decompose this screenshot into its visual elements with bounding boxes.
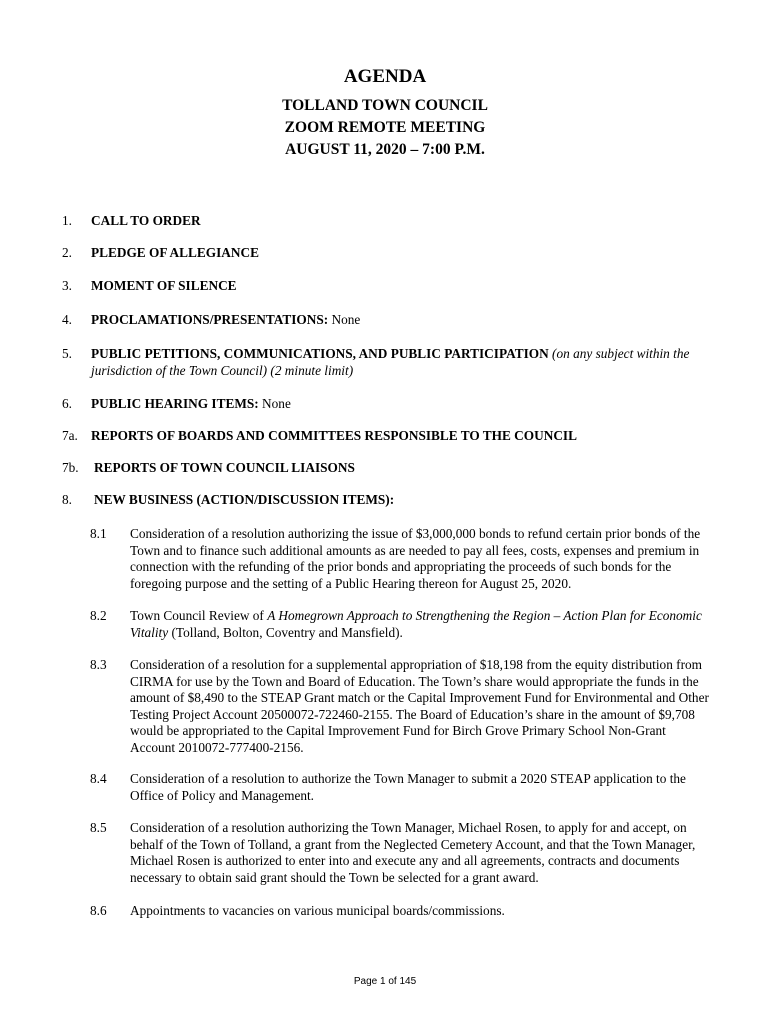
page-number: Page 1 of 145 — [353, 976, 417, 987]
subitem-number: 8.1 — [90, 526, 107, 541]
item-number: 7a. — [62, 428, 78, 443]
item-number: 4. — [62, 312, 72, 327]
subitem-text: Town Council Review of — [130, 608, 268, 623]
subitem-number: 8.6 — [90, 903, 107, 918]
agenda-title: AGENDA — [343, 66, 427, 87]
item-number: 1. — [62, 213, 72, 228]
subitem-number: 8.3 — [90, 657, 107, 672]
item-label: PUBLIC HEARING ITEMS: — [91, 396, 259, 411]
item-value: None — [258, 396, 291, 411]
item-value: None — [328, 312, 361, 327]
subitem-text: Appointments to vacancies on various municipal boards/commissions. — [130, 903, 505, 918]
item-number: 7b. — [62, 460, 79, 475]
subitem-text: Consideration of a resolution for a supplemental appropriation of $18,198 from the equity distribution from CIRMA for use by the Town and Board of Education. The Town’s share would appropriate the funds in the amount of $8,490 to the STEAP Grant match or the Capital Improvement Fund for Environmental and Other Testing Project Account 20500072-722460-2155. The Board of Education’s share in the amount of $9,708 would be appropriated to the Capital Improvement Fund for Birch Grove Primary School Non-Grant Account 2010072-777400-2156. — [130, 657, 709, 755]
item-label: NEW BUSINESS (ACTION/DISCUSSION ITEMS): — [94, 492, 395, 507]
subitem-text: Consideration of a resolution authorizing the Town Manager, Michael Rosen, to apply for and accept, on behalf of the Town of Tolland, a grant from the Neglected Cemetery Account, and that the Town Manager, Michael Rosen is authorized to enter into and execute any and all agreements, contracts and documents necessary to obtain said grant should the Town be selected for a grant award. — [130, 820, 696, 885]
item-number: 8. — [62, 492, 72, 507]
item-label: PROCLAMATIONS/PRESENTATIONS: — [91, 312, 329, 327]
item-label: PLEDGE OF ALLEGIANCE — [91, 245, 259, 260]
council-name: TOLLAND TOWN COUNCIL — [282, 97, 488, 114]
subitem-text: Consideration of a resolution authorizing the issue of $3,000,000 bonds to refund certain prior bonds of the Town and to finance such additional amounts as are needed to pay all fees, costs, expenses and premium in connection with the refunding of the prior bonds and appropriating the proceeds of such bonds for the foregoing purpose and the setting of a Public Hearing thereon for August 25, 2020. — [130, 526, 701, 591]
item-number: 2. — [62, 245, 72, 260]
report-title: A Homegrown Approach to Strengthening the Region – Action Plan for Economic Vitality — [130, 608, 702, 640]
item-label: PUBLIC PETITIONS, COMMUNICATIONS, AND PUBLIC PARTICIPATION — [91, 346, 549, 361]
meeting-type: ZOOM REMOTE MEETING — [284, 119, 486, 136]
subitem-number: 8.5 — [90, 820, 107, 835]
item-number: 6. — [62, 396, 72, 411]
item-number: 3. — [62, 278, 72, 293]
meeting-date: AUGUST 11, 2020 – 7:00 P.M. — [285, 141, 485, 158]
item-label: REPORTS OF BOARDS AND COMMITTEES RESPONSIBLE TO THE COUNCIL — [91, 428, 577, 443]
subitem-text-end: (Tolland, Bolton, Coventry and Mansfield). — [168, 624, 403, 640]
subitem-text: Consideration of a resolution to authorize the Town Manager to submit a 2020 STEAP application to the Office of Policy and Management. — [130, 771, 686, 803]
item-label: MOMENT OF SILENCE — [91, 278, 237, 293]
item-label: REPORTS OF TOWN COUNCIL LIAISONS — [94, 460, 355, 475]
item-note: (on any subject within the jurisdiction of the Town Council) (2 minute limit) — [91, 346, 690, 378]
subitem-number: 8.2 — [90, 608, 107, 623]
subitem-number: 8.4 — [90, 771, 107, 786]
item-label: CALL TO ORDER — [91, 213, 201, 228]
item-number: 5. — [62, 346, 72, 361]
